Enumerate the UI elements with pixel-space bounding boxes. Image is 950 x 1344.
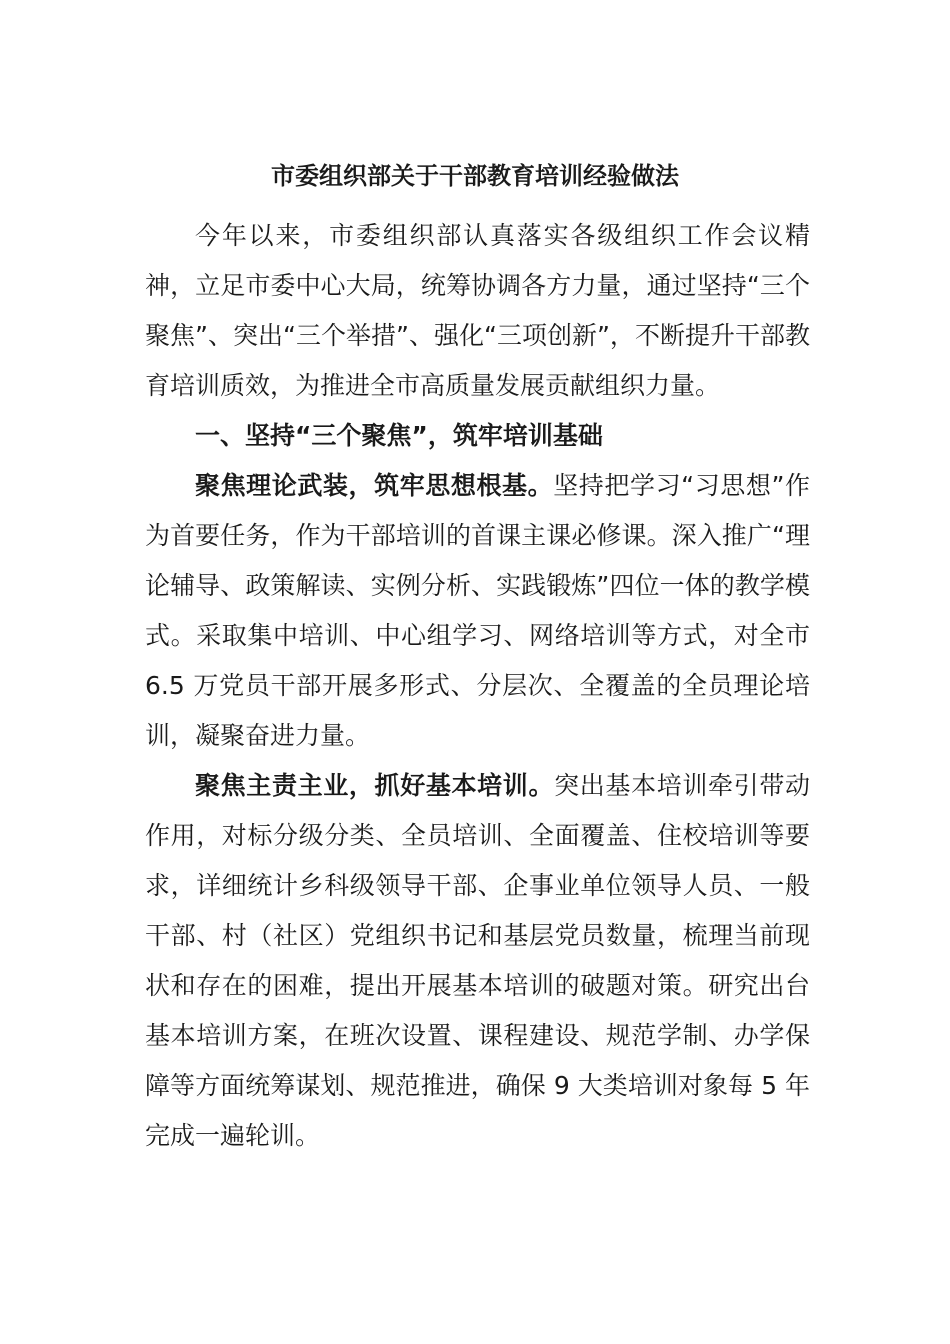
paragraph-text: 突出基本培训牵引带动作用，对标分级分类、全员培训、全面覆盖、住校培训等要求，详细统计乡科级领导干部、企事业单位领导人员、一般干部、村（社区）党组织书记和基层党员数量，梳理当前现状和存在的困难，提出开展基本培训的破题对策。研究出台基本培训方案，在班次设置、课程建设、规范学制、办学保障等方面统筹谋划、规范推进，确保 9 大类培训对象每 5 年完成一遍轮训。	[145, 771, 810, 1150]
document-body	[145, 211, 810, 1161]
paragraph-basic-training	[145, 761, 810, 1161]
section-heading: 一、坚持“三个聚焦”，筑牢培训基础	[195, 421, 603, 450]
paragraph-lead: 聚焦主责主业，抓好基本培训。	[195, 771, 555, 800]
document-title: 市委组织部关于干部教育培训经验做法	[271, 162, 679, 190]
paragraph-theory	[145, 461, 810, 761]
intro-paragraph: 今年以来，市委组织部认真落实各级组织工作会议精神，立足市委中心大局，统筹协调各方力量，通过坚持“三个聚焦”、突出“三个举措”、强化“三项创新”，不断提升干部教育培训质效，为推进全市高质量发展贡献组织力量。	[145, 221, 810, 400]
paragraph-text: 坚持把学习“习思想”作为首要任务，作为干部培训的首课主课必修课。深入推广“理论辅导、政策解读、实例分析、实践锻炼”四位一体的教学模式。采取集中培训、中心组学习、网络培训等方式，对全市 6.5 万党员干部开展多形式、分层次、全覆盖的全员理论培训，凝聚奋进力量。	[145, 471, 810, 750]
paragraph-lead: 聚焦理论武装，筑牢思想根基。	[195, 471, 554, 500]
